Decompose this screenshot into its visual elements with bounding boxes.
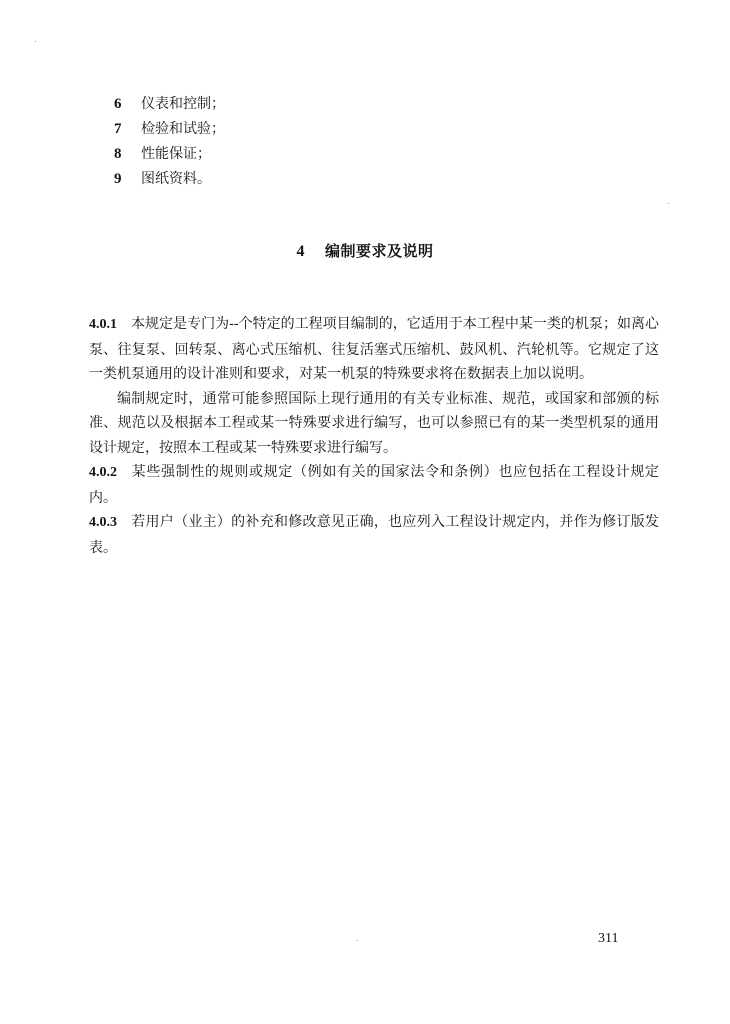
section-number: 4: [296, 243, 305, 260]
list-item-number: 7: [114, 121, 122, 137]
clause-4-0-3: [89, 510, 659, 560]
clause-text: 若用户（业主）的补充和修改意见正确，也应列入工程设计规定内，并作为修订版发表。: [89, 514, 659, 556]
clause-number: 4.0.3: [89, 515, 117, 530]
section-heading: [0, 240, 730, 261]
list-item: [114, 167, 514, 192]
clause-number: 4.0.2: [89, 465, 117, 480]
clause-text: 某些强制性的规则或规定（例如有关的国家法令和条例）也应包括在工程设计规定内。: [89, 464, 659, 506]
list-item: [114, 117, 514, 142]
section-title: 编制要求及说明: [324, 242, 434, 260]
list-item-number: 6: [114, 96, 122, 112]
clause-text: 本规定是专门为--个特定的工程项目编制的，它适用于本工程中某一类的机泵；如离心泵、往复泵、回转泵、离心式压缩机、往复活塞式压缩机、鼓风机、汽轮机等。它规定了这一类机泵通用的设计准则和要求，对某一机泵的特殊要求将在数据表上加以说明。: [89, 316, 659, 382]
content-list: [114, 92, 514, 192]
list-item-text: 性能保证；: [141, 146, 211, 162]
scan-speck: [357, 940, 358, 941]
list-item: [114, 92, 514, 117]
list-item-text: 仪表和控制；: [141, 96, 225, 112]
scan-speck: [35, 41, 36, 42]
clause-4-0-2: [89, 460, 659, 510]
list-item-number: 8: [114, 146, 122, 162]
clause-4-0-1-paragraph-2: 编制规定时，通常可能参照国际上现行通用的有关专业标准、规范，或国家和部颁的标准、规范以及根据本工程或某一特殊要求进行编写，也可以参照已有的某一类型机泵的通用设计规定，按照本工程或某一特殊要求进行编写。: [89, 390, 659, 456]
body-text: [89, 312, 659, 560]
clause-4-0-1: [89, 312, 659, 387]
list-item: [114, 142, 514, 167]
clause-number: 4.0.1: [89, 317, 117, 332]
list-item-text: 图纸资料。: [141, 171, 211, 187]
list-item-number: 9: [114, 171, 122, 187]
scan-speck: [668, 203, 669, 204]
page-number: 311: [598, 931, 619, 946]
list-item-text: 检验和试验；: [141, 121, 225, 137]
